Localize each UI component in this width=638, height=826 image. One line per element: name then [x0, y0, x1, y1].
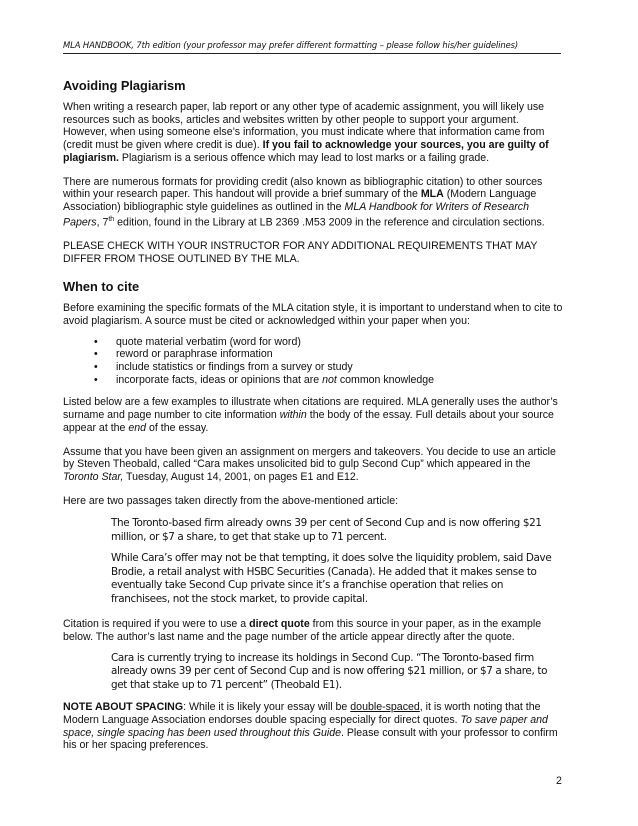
text-span: the body of the essay. Full details about your source appear at the: [63, 409, 554, 434]
section-title-avoiding-plagiarism: Avoiding Plagiarism: [63, 78, 186, 93]
text-span: Listed below are a few examples to illustrate when citations are required. MLA generally uses the author’s surname and page number to cite information: [63, 396, 558, 422]
list-item: [63, 348, 563, 361]
bullet-icon: •: [94, 373, 98, 386]
underlined-text: double-spaced: [350, 701, 420, 714]
handbook-title: MLA Handbook for Writers of Research Papers: [63, 200, 529, 229]
text-span: , it is worth noting that the Modern Language Association endorses double spacing especially for direct quotes.: [63, 701, 541, 727]
paragraph-plagiarism-intro: [63, 101, 563, 165]
bold-direct-quote: direct quote: [249, 618, 310, 631]
note-label: NOTE ABOUT SPACING: [63, 701, 184, 714]
text-span: When writing a research paper, lab report or any other type of academic assignment, you will likely use resources such as books, articles and websites written by other people to support your argument. However, when using someone else’s information, you must indicate where that information came from (credit must be given where credit is due).: [63, 101, 545, 152]
bullet-icon: •: [94, 348, 98, 361]
text-span: There are numerous formats for providing credit (also known as bibliographic citation) to other sources within your research paper. This handout will provide a brief summary of the: [63, 175, 543, 201]
citation-example: Cara is currently trying to increase its holdings in Second Cup. “The Toronto-based firm already owns 39 per cent of Second Cup and is now offering $21 million, or $7 a share, to get that stake up to 71 percent” (Theobald E1).: [111, 651, 548, 691]
text-span: of the essay.: [149, 421, 209, 434]
text-span: Plagiarism is a serious offence which may lead to lost marks or a failing grade.: [121, 151, 490, 164]
quoted-passage-1: The Toronto-based firm already owns 39 per cent of Second Cup and is now offering $21 million, or $7 a share, to get that stake up to 71 percent.: [111, 517, 542, 543]
list-item-text: quote material verbatim (word for word): [116, 335, 301, 348]
emphasis-text: within: [279, 409, 307, 422]
paragraph-examples-intro: [63, 396, 563, 434]
running-header: MLA HANDBOOK, 7th edition (your professor may prefer different formatting – please follow his/her guidelines): [63, 40, 561, 54]
list-item-text: reword or paraphrase information: [116, 348, 273, 361]
page-body: [63, 78, 563, 763]
quoted-passage-2: While Cara’s offer may not be that tempting, it does solve the liquidity problem, said Dave Brodie, a retail analyst with HSBC Securities (Canada). He added that it makes sense to eventually take Second Cup private since it’s a franchise operation that relies on franchisees, not the stock market, to provide capital.: [111, 552, 552, 605]
text-span: from this source in your paper, as in the example below. The author’s last name and the page number of the article appear directly after the quote.: [63, 618, 542, 644]
text-span: : While it is likely your essay will be: [183, 701, 348, 714]
text-span: Assume that you have been given an assignment on mergers and takeovers. You decide to use an article by Steven Theobald, called “Cara makes unsolicited bid to gulp Second Cup” which appeared in the: [63, 445, 556, 471]
list-item: [63, 374, 563, 387]
paragraph-direct-quote: [63, 618, 563, 643]
paragraph-instructor-notice: PLEASE CHECK WITH YOUR INSTRUCTOR FOR ANY ADDITIONAL REQUIREMENTS THAT MAY DIFFER FROM THOSE OUTLINED BY THE MLA.: [63, 239, 538, 265]
newspaper-title: Toronto Star,: [63, 471, 124, 483]
text-span: Tuesday, August 14, 2001, on pages E1 and E12.: [126, 471, 359, 483]
text-span: . Please consult with your professor to confirm his or her spacing preferences.: [63, 726, 558, 752]
bold-warning: If you fail to acknowledge your sources, you are guilty of plagiarism.: [63, 139, 549, 164]
section-title-when-to-cite: When to cite: [63, 279, 140, 295]
paragraph-when-to-cite-intro: Before examining the specific formats of the MLA citation style, it is important to understand when to cite to avoid plagiarism. A source must be cited or acknowledged within your paper when you:: [63, 302, 563, 327]
paragraph-spacing-note: [63, 701, 563, 752]
emphasis-text: To save paper and space, single spacing has been used throughout this Guide: [63, 714, 548, 739]
ordinal-superscript: th: [108, 215, 115, 223]
text-span: edition, found in the Library at LB 2369 .M53 2009 in the reference and circulation sections.: [117, 216, 545, 229]
text-span: , 7: [96, 216, 109, 229]
bold-mla: MLA: [420, 188, 444, 201]
bullet-icon: •: [94, 361, 98, 374]
paragraph-passages-intro: Here are two passages taken directly from the above-mentioned article:: [63, 494, 399, 507]
paragraph-citation-formats: [63, 176, 563, 229]
list-item-text: incorporate facts, ideas or opinions that are: [116, 373, 320, 386]
citation-criteria-list: [63, 336, 563, 387]
list-item: [63, 336, 563, 349]
text-span: Citation is required if you were to use a: [63, 618, 247, 631]
emphasis-text: end: [128, 421, 147, 434]
list-item-text: common knowledge: [339, 373, 435, 386]
list-item: [63, 361, 563, 374]
text-span: (Modern Language Association) bibliographic style guidelines as outlined in the: [63, 188, 537, 213]
emphasis-text: not: [322, 373, 337, 386]
bullet-icon: •: [94, 335, 98, 348]
paragraph-assignment-scenario: [63, 446, 563, 484]
list-item-text: include statistics or findings from a survey or study: [116, 361, 353, 374]
page-number: 2: [556, 775, 562, 787]
